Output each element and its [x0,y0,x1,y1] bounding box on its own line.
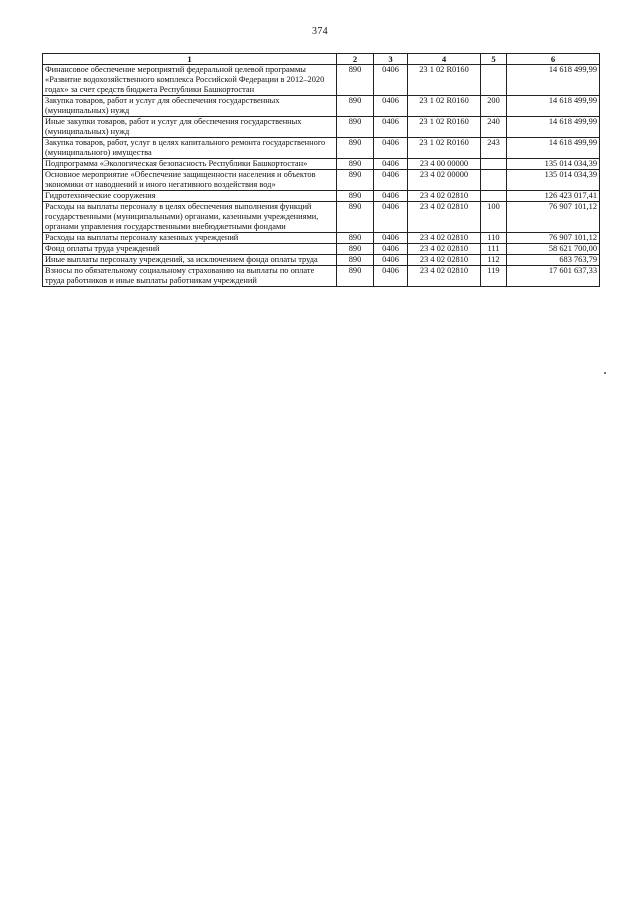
row-section-code: 0406 [374,96,408,117]
row-amount: 135 014 034,39 [507,159,600,170]
row-ministry-code: 890 [337,159,374,170]
row-ministry-code: 890 [337,244,374,255]
table-row [43,96,600,117]
row-ministry-code: 890 [337,96,374,117]
row-expense-type [481,159,507,170]
row-target-code: 23 4 02 02810 [408,202,481,233]
row-target-code: 23 1 02 R0160 [408,138,481,159]
table-row [43,255,600,266]
row-section-code: 0406 [374,191,408,202]
row-expense-type [481,191,507,202]
row-expense-type: 111 [481,244,507,255]
row-target-code: 23 4 02 00000 [408,170,481,191]
row-expense-type: 119 [481,266,507,287]
row-target-code: 23 1 02 R0160 [408,117,481,138]
row-target-code: 23 4 02 02810 [408,233,481,244]
row-section-code: 0406 [374,159,408,170]
row-target-code: 23 4 02 02810 [408,244,481,255]
row-section-code: 0406 [374,138,408,159]
row-name: Финансовое обеспечение мероприятий федеральной целевой программы «Развитие водохозяйственного комплекса Российской Федерации в 2012–2020 годах» за счет средств бюджета Республики Башкортостан [43,65,337,96]
row-amount: 683 763,79 [507,255,600,266]
row-ministry-code: 890 [337,266,374,287]
row-section-code: 0406 [374,233,408,244]
row-name: Закупка товаров, работ, услуг в целях капитального ремонта государственного (муниципального) имущества [43,138,337,159]
row-expense-type: 112 [481,255,507,266]
row-ministry-code: 890 [337,202,374,233]
row-ministry-code: 890 [337,65,374,96]
row-amount: 14 618 499,99 [507,117,600,138]
row-section-code: 0406 [374,202,408,233]
row-name: Гидротехнические сооружения [43,191,337,202]
row-section-code: 0406 [374,117,408,138]
page-number: 374 [312,26,328,37]
row-section-code: 0406 [374,170,408,191]
row-expense-type: 100 [481,202,507,233]
row-expense-type: 200 [481,96,507,117]
row-name: Подпрограмма «Экологическая безопасность Республики Башкортостан» [43,159,337,170]
table-row [43,233,600,244]
row-ministry-code: 890 [337,233,374,244]
row-ministry-code: 890 [337,255,374,266]
table-row [43,202,600,233]
row-name: Расходы на выплаты персоналу казенных учреждений [43,233,337,244]
row-target-code: 23 4 02 02810 [408,266,481,287]
row-amount: 14 618 499,99 [507,96,600,117]
header-cell-4: 4 [408,54,481,65]
row-ministry-code: 890 [337,117,374,138]
table-row [43,244,600,255]
row-name: Фонд оплаты труда учреждений [43,244,337,255]
row-name: Иные выплаты персоналу учреждений, за исключением фонда оплаты труда [43,255,337,266]
budget-table [42,53,600,287]
row-amount: 58 621 700,00 [507,244,600,255]
row-name: Основное мероприятие «Обеспечение защищенности населения и объектов экономики от наводнений и иного негативного воздействия вод» [43,170,337,191]
row-amount: 135 014 034,39 [507,170,600,191]
row-amount: 14 618 499,99 [507,138,600,159]
row-section-code: 0406 [374,65,408,96]
row-amount: 14 618 499,99 [507,65,600,96]
row-expense-type [481,65,507,96]
table-row [43,159,600,170]
row-expense-type [481,170,507,191]
row-expense-type: 243 [481,138,507,159]
header-cell-3: 3 [374,54,408,65]
header-cell-1: 1 [43,54,337,65]
row-expense-type: 110 [481,233,507,244]
row-expense-type: 240 [481,117,507,138]
table-row [43,117,600,138]
row-target-code: 23 1 02 R0160 [408,96,481,117]
row-ministry-code: 890 [337,170,374,191]
row-target-code: 23 1 02 R0160 [408,65,481,96]
row-section-code: 0406 [374,266,408,287]
row-ministry-code: 890 [337,138,374,159]
table-row [43,266,600,287]
row-amount: 126 423 017,41 [507,191,600,202]
table-row [43,191,600,202]
row-target-code: 23 4 02 02810 [408,191,481,202]
row-name: Расходы на выплаты персоналу в целях обеспечения выполнения функций государственными (муниципальными) органами, казенными учреждениями, органами управления государственными внебюджетными фондами [43,202,337,233]
row-section-code: 0406 [374,255,408,266]
row-amount: 76 907 101,12 [507,233,600,244]
row-amount: 76 907 101,12 [507,202,600,233]
row-target-code: 23 4 02 02810 [408,255,481,266]
table-row [43,65,600,96]
row-name: Иные закупки товаров, работ и услуг для обеспечения государственных (муниципальных) нужд [43,117,337,138]
row-target-code: 23 4 00 00000 [408,159,481,170]
header-row [43,54,600,65]
row-name: Взносы по обязательному социальному страхованию на выплаты по оплате труда работников и иные выплаты работникам учреждений [43,266,337,287]
row-name: Закупка товаров, работ и услуг для обеспечения государственных (муниципальных) нужд [43,96,337,117]
table-row [43,138,600,159]
header-cell-6: 6 [507,54,600,65]
header-cell-5: 5 [481,54,507,65]
table-row [43,170,600,191]
row-amount: 17 601 637,33 [507,266,600,287]
scan-speck [604,372,606,374]
row-ministry-code: 890 [337,191,374,202]
row-section-code: 0406 [374,244,408,255]
header-cell-2: 2 [337,54,374,65]
